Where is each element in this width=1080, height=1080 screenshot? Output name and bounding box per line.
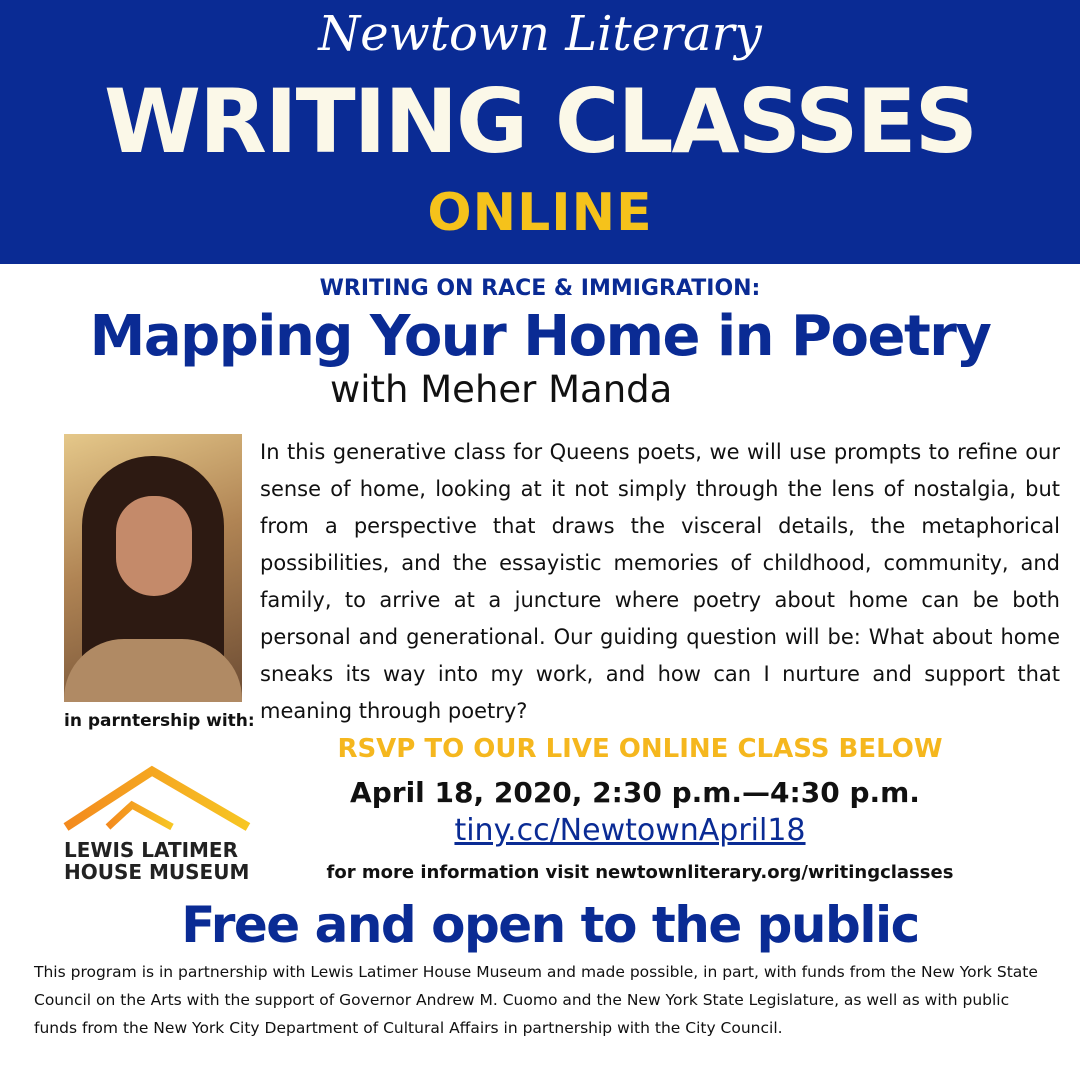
lewis-latimer-logo <box>62 765 252 835</box>
logo-roof-inner <box>108 805 172 827</box>
event-title: Mapping Your Home in Poetry <box>89 304 991 369</box>
rsvp-link[interactable]: tiny.cc/NewtownApril18 <box>454 813 806 848</box>
format-label: ONLINE <box>427 183 653 243</box>
logo-text-line2: HOUSE MUSEUM <box>64 860 250 884</box>
free-banner: Free and open to the public <box>181 896 919 954</box>
publisher-name: Newtown Literary <box>318 6 762 62</box>
logo-text-line1: LEWIS LATIMER <box>64 838 238 862</box>
instructor-photo <box>64 434 242 702</box>
event-kicker: WRITING ON RACE & IMMIGRATION: <box>319 276 761 301</box>
more-info: for more information visit newtownliterary.org/writingclasses <box>326 862 954 883</box>
rsvp-heading: RSVP TO OUR LIVE ONLINE CLASS BELOW <box>337 734 943 764</box>
headline: WRITING CLASSES <box>104 70 976 173</box>
photo-shoulders <box>64 639 242 702</box>
header-banner <box>0 0 1080 264</box>
class-datetime: April 18, 2020, 2:30 p.m.—4:30 p.m. <box>350 776 920 809</box>
photo-face <box>116 496 192 596</box>
partner-label: in parntership with: <box>64 711 255 731</box>
class-description: In this generative class for Queens poets, we will use prompts to refine our sense of home, looking at it not simply through the lens of nostalgia, but from a perspective that draws the visceral details, the metaphorical possibilities, and the essayistic memories of childhood, community, and family, to arrive at a juncture where poetry about home can be both personal and generational. Our guiding question will be: What about home sneaks its way into my work, and how can I nurture and support that meaning through poetry? <box>260 440 1060 723</box>
fine-print: This program is in partnership with Lewis Latimer House Museum and made possible, in part, with funds from the New York State Council on the Arts with the support of Governor Andrew M. Cuomo and the New York State Legislature, as well as with public funds from the New York City Department of Cultural Affairs in partnership with the City Council. <box>34 963 1038 1037</box>
instructor-name: with Meher Manda <box>330 368 673 411</box>
